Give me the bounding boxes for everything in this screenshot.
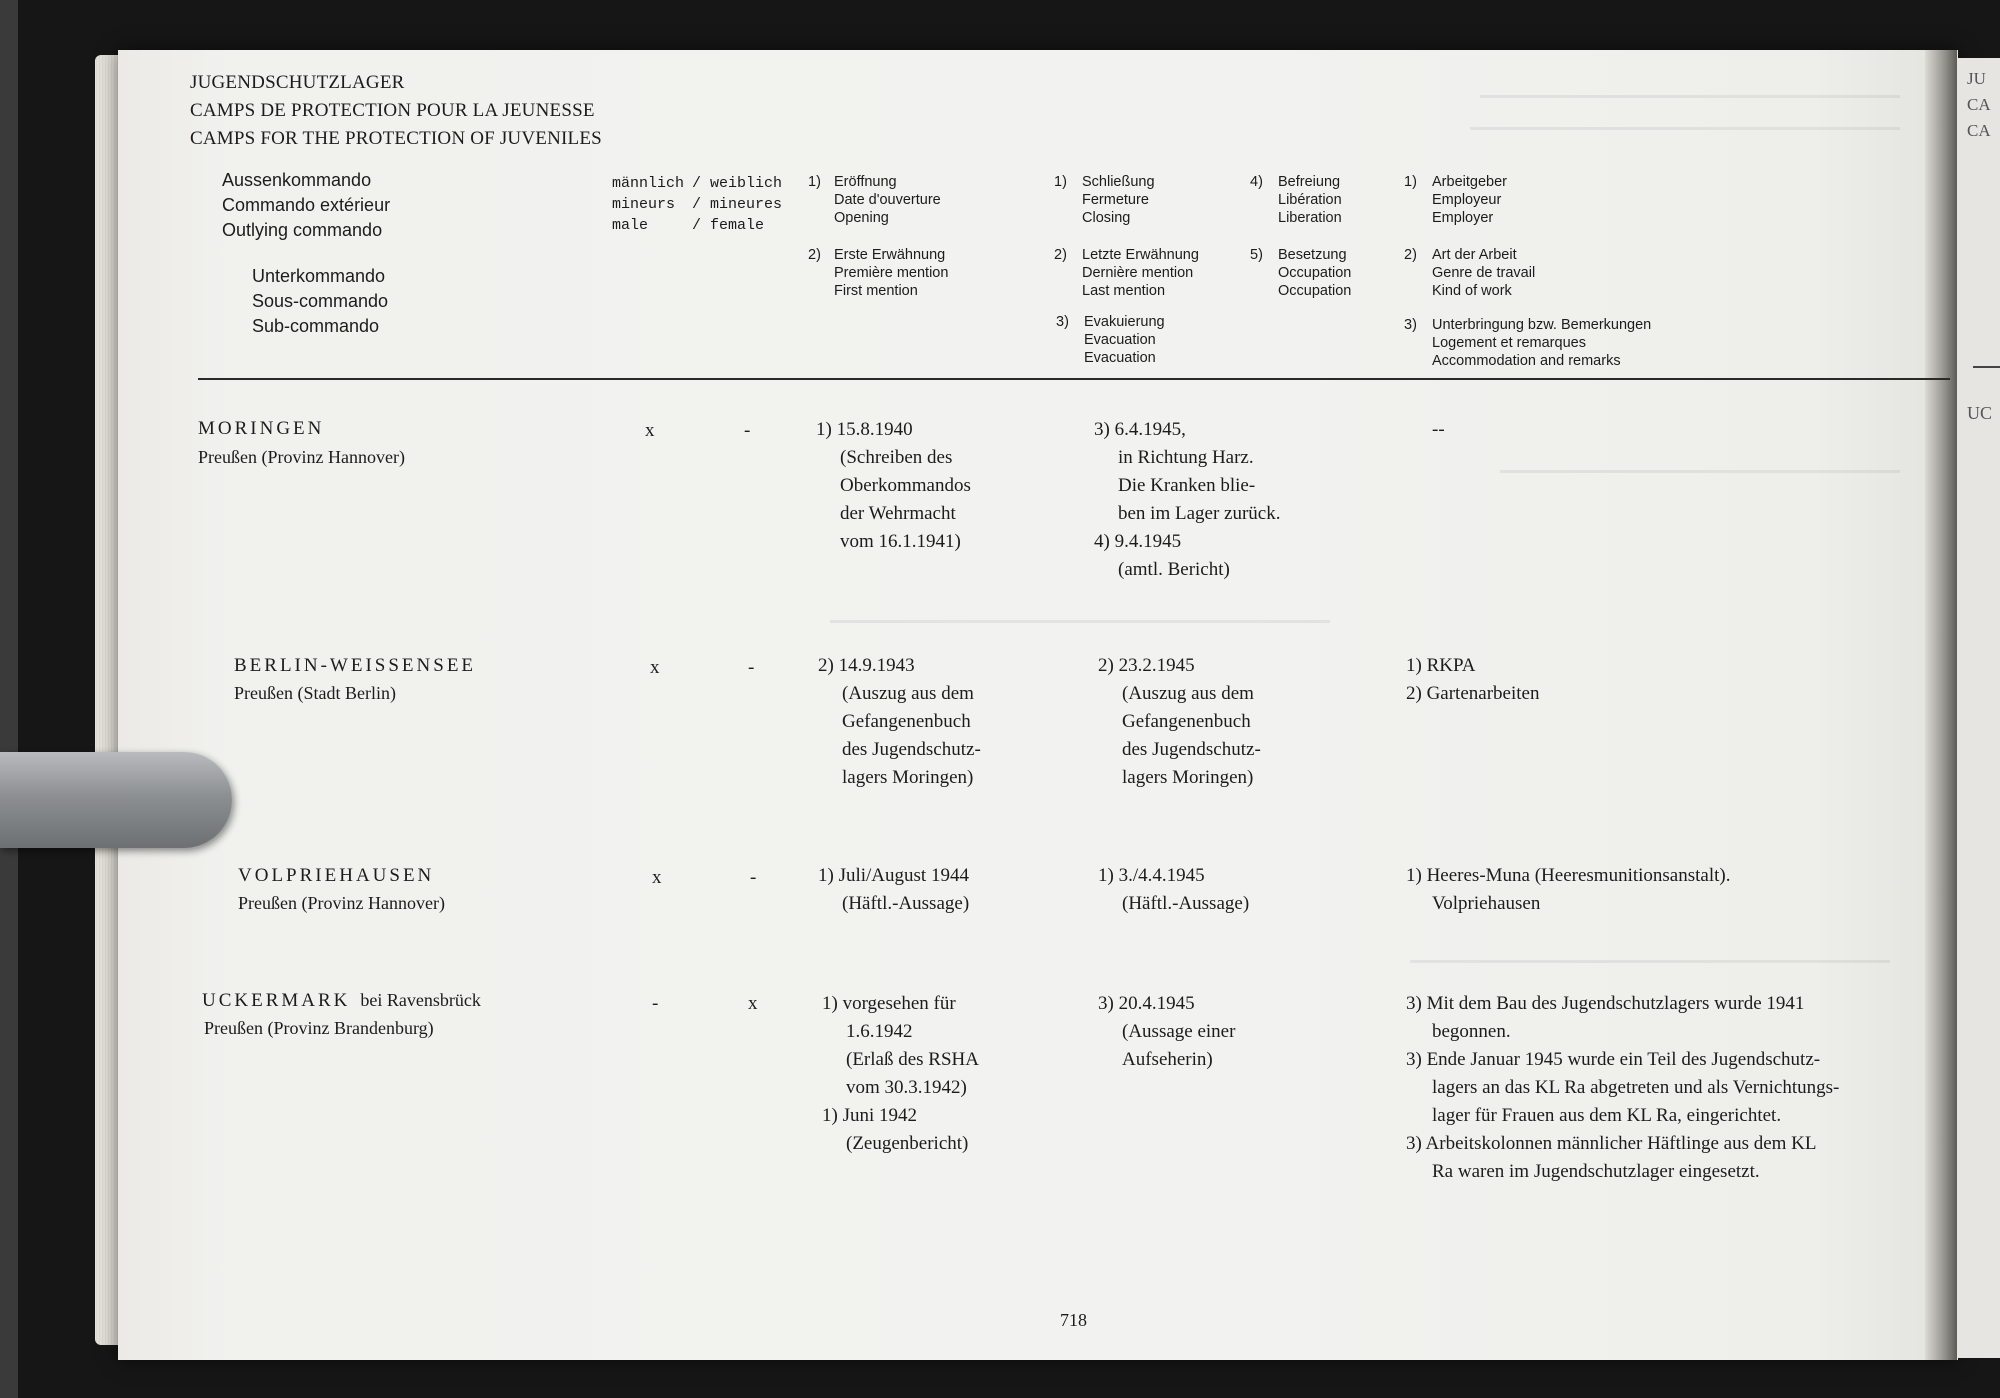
row-text-line: lager für Frauen aus dem KL Ra, eingerichtet. [1432,1105,1782,1126]
row-male: - [652,993,659,1014]
header-male-de: männlich [612,175,685,192]
row-opening [818,862,969,918]
header-rule [198,378,1950,380]
header-last-fr: Dernière mention [1082,265,1194,281]
row-text-line: Gefangenenbuch [842,711,971,732]
header-liberation-fr: Libération [1278,192,1342,208]
header-opening [834,173,941,227]
next-page-line: JU [1967,69,1986,88]
header-last-de: Letzte Erwähnung [1082,247,1199,263]
bleed-through [1500,470,1900,473]
row-region: Preußen (Provinz Hannover) [238,893,445,913]
row-female: - [744,420,751,441]
row-text-line: (amtl. Bericht) [1118,559,1230,580]
row-text-line: 1) Heeres-Muna (Heeresmunitionsanstalt). [1406,865,1731,886]
header-closing [1082,173,1155,227]
header-male-en: male [612,217,649,234]
page-number: 718 [1060,1310,1087,1330]
header-col4-num2: 2) [1404,247,1417,263]
row-remarks [1432,416,1445,444]
header-first-en: First mention [834,283,918,299]
row-male: x [650,657,660,678]
header-opening-en: Opening [834,210,889,226]
header-remarks [1432,316,1651,370]
row-text-line: (Zeugenbericht) [846,1133,969,1154]
header-work-fr: Genre de travail [1432,265,1536,281]
header-female-de: / weiblich [692,175,783,192]
header-sub-de: Unterkommando [252,266,386,286]
row-text-line: Die Kranken blie- [1118,475,1256,496]
header-evac-de: Evakuierung [1084,314,1165,330]
row-text-line: (Auszug aus dem [1122,683,1254,704]
header-occupation-de: Besetzung [1278,247,1347,263]
header-closing-fr: Fermeture [1082,192,1149,208]
row-text-line: 2) Gartenarbeiten [1406,683,1540,704]
row-text-line: Ra waren im Jugendschutzlager eingesetzt. [1432,1161,1760,1182]
row-text-line: des Jugendschutz- [1122,739,1261,760]
header-evac [1084,313,1165,367]
row-text-line: begonnen. [1432,1021,1511,1042]
row-remarks [1406,652,1539,708]
header-sub-fr: Sous-commando [252,291,389,311]
row-text-line: Gefangenenbuch [1122,711,1251,732]
row-closing [1098,652,1261,792]
next-page-rule [1973,366,2000,368]
header-outlying-de: Aussenkommando [222,170,372,190]
row-text-line: lagers Moringen) [842,767,974,788]
row-text-line: (Erlaß des RSHA [846,1049,979,1070]
row-text-line: 4) 9.4.1945 [1094,531,1182,552]
header-work-de: Art der Arbeit [1432,247,1517,263]
row-text-line: lagers an das KL Ra abgetreten und als Vernichtungs- [1432,1077,1840,1098]
row-text-line: ben im Lager zurück. [1118,503,1281,524]
book-gutter [1925,50,1957,1360]
row-name: MORINGEN [198,418,325,439]
row-name-line [202,990,481,1012]
bleed-through [830,620,1330,623]
row-text-line: 2) 14.9.1943 [818,655,915,676]
header-col2-num2: 2) [1054,247,1067,263]
row-female: x [748,993,758,1014]
header-col4-num3: 3) [1404,317,1417,333]
header-first-fr: Première mention [834,265,949,281]
row-opening [816,416,971,556]
header-col1-num2: 2) [808,247,821,263]
row-text-line: 1) Juli/August 1944 [818,865,969,886]
header-sub [252,264,388,339]
row-name: BERLIN-WEISSENSEE [234,655,477,676]
row-text-line: vom 30.3.1942) [846,1077,967,1098]
row-text-line: Volpriehausen [1432,893,1541,914]
header-sub-en: Sub-commando [252,316,380,336]
row-text-line: des Jugendschutz- [842,739,981,760]
header-first-de: Erste Erwähnung [834,247,946,263]
title-en: CAMPS FOR THE PROTECTION OF JUVENILES [190,128,602,149]
row-text-line: 3) 6.4.1945, [1094,419,1186,440]
row-text-line: Oberkommandos [840,475,971,496]
row-remarks [1406,990,1839,1186]
header-outlying-en: Outlying commando [222,220,383,240]
header-evac-en: Evacuation [1084,350,1156,366]
next-page-line: CA [1967,121,1991,140]
row-male: x [645,420,655,441]
row-text-line: 3) Ende Januar 1945 wurde ein Teil des Jugendschutz- [1406,1049,1821,1070]
row-text-line: 3) Arbeitskolonnen männlicher Häftlinge aus dem KL [1406,1133,1817,1154]
header-male [612,173,684,236]
header-female-fr: / mineures [692,196,783,213]
row-region: Preußen (Stadt Berlin) [234,683,396,703]
row-text-line: -- [1432,419,1445,440]
row-female: - [750,867,757,888]
header-employer-fr: Employeur [1432,192,1502,208]
header-occupation-fr: Occupation [1278,265,1352,281]
bleed-through [1470,127,1900,130]
header-first [834,246,948,300]
next-page-uc: UC [1967,403,1993,423]
header-col1-num1: 1) [808,174,821,190]
header-col2-num3: 3) [1056,314,1069,330]
header-employer-en: Employer [1432,210,1494,226]
header-closing-de: Schließung [1082,174,1155,190]
row-text-line: 1) RKPA [1406,655,1476,676]
header-occupation-en: Occupation [1278,283,1352,299]
header-liberation-en: Liberation [1278,210,1342,226]
row-male: x [652,867,662,888]
row-text-line: Aufseherin) [1122,1049,1213,1070]
title-fr: CAMPS DE PROTECTION POUR LA JEUNESSE [190,100,595,121]
row-text-line: lagers Moringen) [1122,767,1254,788]
row-text-line: (Schreiben des [840,447,953,468]
header-work-en: Kind of work [1432,283,1512,299]
header-liberation-de: Befreiung [1278,174,1341,190]
row-region: Preußen (Provinz Brandenburg) [204,1018,434,1038]
row-text-line: 3) 20.4.1945 [1098,993,1195,1014]
header-occupation [1278,246,1351,300]
row-opening [822,990,979,1158]
header-closing-en: Closing [1082,210,1131,226]
row-text-line: (Häftl.-Aussage) [842,893,970,914]
bookmark-tab [0,752,232,848]
header-col3-num5: 5) [1250,247,1263,263]
next-page [1957,58,2000,1358]
row-remarks [1406,862,1730,918]
row-text-line: (Häftl.-Aussage) [1122,893,1250,914]
next-page-line: CA [1967,95,1991,114]
header-work [1432,246,1535,300]
row-closing [1094,416,1280,584]
header-remarks-de: Unterbringung bzw. Bemerkungen [1432,317,1652,333]
header-employer-de: Arbeitgeber [1432,174,1507,190]
table-edge [0,0,18,1398]
row-text-line: in Richtung Harz. [1118,447,1254,468]
header-outlying [222,168,390,243]
header-liberation [1278,173,1342,227]
row-closing [1098,862,1249,918]
row-closing [1098,990,1235,1074]
header-outlying-fr: Commando extérieur [222,195,391,215]
header-col4-num1: 1) [1404,174,1417,190]
row-text-line: vom 16.1.1941) [840,531,961,552]
row-text-line: 3) Mit dem Bau des Jugendschutzlagers wurde 1941 [1406,993,1805,1014]
bleed-through [1410,960,1890,963]
header-last [1082,246,1199,300]
header-remarks-fr: Logement et remarques [1432,335,1586,351]
row-text-line: 1.6.1942 [846,1021,913,1042]
header-male-fr: mineurs [612,196,676,213]
row-name-suffix: bei Ravensbrück [360,990,481,1010]
row-name: UCKERMARK [202,990,351,1011]
row-text-line: 1) vorgesehen für [822,993,956,1014]
row-text-line: (Auszug aus dem [842,683,974,704]
header-col2-num1: 1) [1054,174,1067,190]
header-opening-fr: Date d'ouverture [834,192,941,208]
header-col3-num4: 4) [1250,174,1263,190]
title-de: JUGENDSCHUTZLAGER [190,72,405,93]
row-text-line: 1) 15.8.1940 [816,419,913,440]
row-name: VOLPRIEHAUSEN [238,865,435,886]
header-employer [1432,173,1507,227]
row-region: Preußen (Provinz Hannover) [198,447,405,467]
header-female-en: / female [692,217,765,234]
row-text-line: der Wehrmacht [840,503,956,524]
header-opening-de: Eröffnung [834,174,897,190]
row-text-line: (Aussage einer [1122,1021,1236,1042]
header-last-en: Last mention [1082,283,1166,299]
bleed-through [1480,95,1900,98]
header-female [692,173,782,236]
row-text-line: 2) 23.2.1945 [1098,655,1195,676]
row-text-line: 1) 3./4.4.1945 [1098,865,1205,886]
header-remarks-en: Accommodation and remarks [1432,353,1621,369]
header-evac-fr: Evacuation [1084,332,1156,348]
row-opening [818,652,981,792]
row-text-line: 1) Juni 1942 [822,1105,917,1126]
row-female: - [748,657,755,678]
